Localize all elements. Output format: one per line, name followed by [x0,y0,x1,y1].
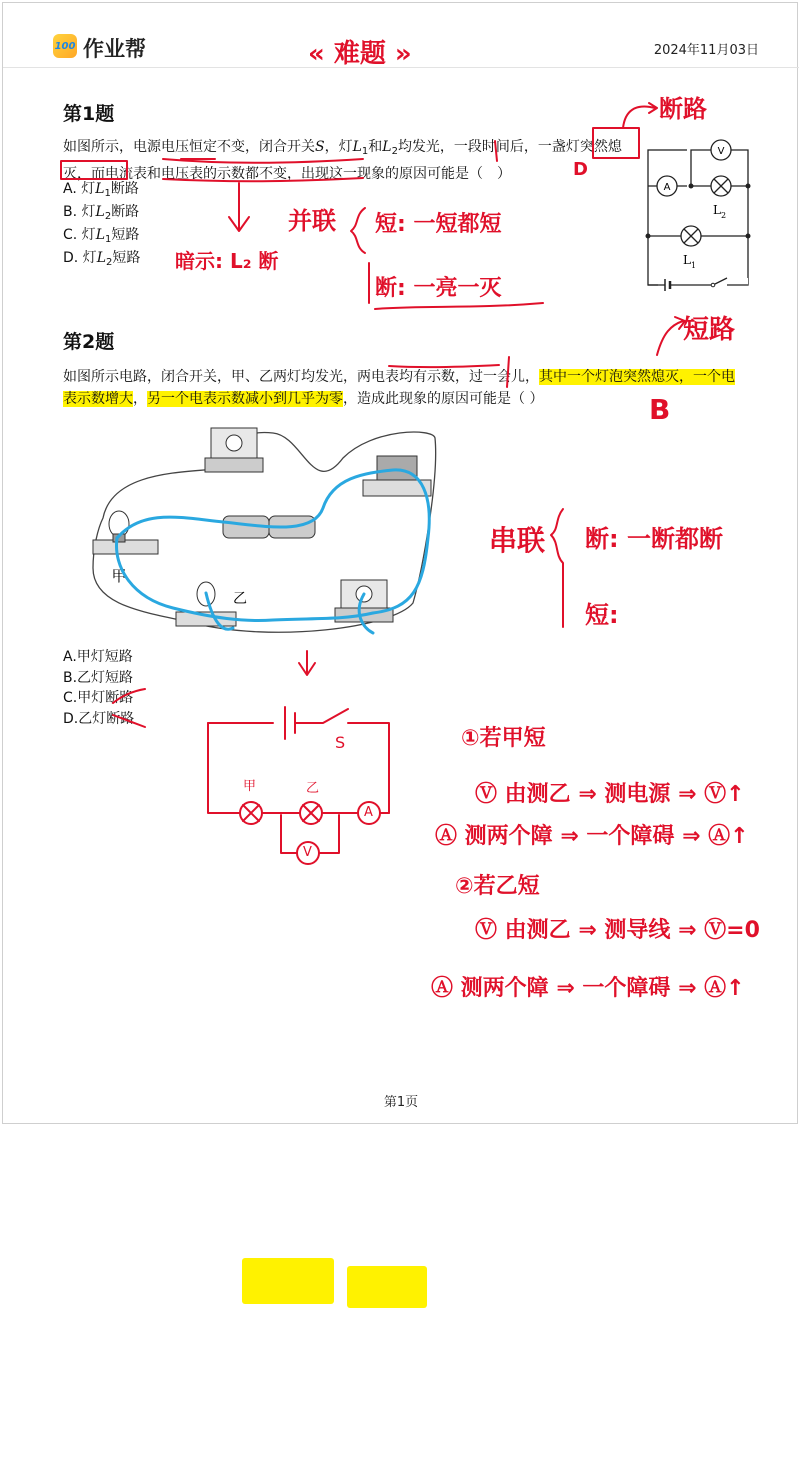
q2-handwritten-series: 串联 [489,524,546,557]
q2-handwritten-break: 断: 一断都断 [585,525,723,553]
analysis-case2-ammeter: Ⓐ 测两个障 ⇒ 一个障碍 ⇒ Ⓐ↑ [431,976,745,1001]
svg-text:L: L [683,253,691,267]
q1-option-a[interactable]: A. 灯$L_1$断路 [63,181,139,199]
highlight-mark-1 [242,1258,334,1304]
q1-title: 第1题 [63,103,115,125]
q1-handwritten-answer: D [573,159,588,180]
analysis-case1-voltmeter: Ⓥ 由测乙 ⇒ 测电源 ⇒ Ⓥ↑ [475,782,745,807]
analysis-case2-voltmeter: Ⓥ 由测乙 ⇒ 测导线 ⇒ Ⓥ=0 [475,918,760,943]
svg-text:甲: 甲 [111,567,127,585]
q2-ink-markings [3,3,799,1123]
q2-option-b[interactable]: B.乙灯短路 [63,670,134,686]
q1-handwritten-hint: 暗示: L₂ 断 [175,249,279,273]
q2-handwritten-answer: B [649,393,671,426]
analysis-case2: ②若乙短 [455,874,540,899]
q2-handwritten-type: 短路 [683,315,736,345]
app-logo: 100 [53,34,77,58]
svg-text:V: V [717,146,725,157]
document-date: 2024年11月03日 [653,43,759,58]
q1-handwritten-type: 断路 [659,95,707,123]
svg-text:乙: 乙 [233,591,247,607]
handwritten-title: « 难题 » [308,39,412,69]
q2-option-d[interactable]: D.乙灯断路 [63,711,135,727]
q2-handwritten-short: 短: [585,601,619,629]
brand-name: 作业帮 [83,37,146,61]
analysis-case1-ammeter: Ⓐ 测两个障 ⇒ 一个障碍 ⇒ Ⓐ↑ [435,824,749,849]
q2-option-a[interactable]: A.甲灯短路 [63,649,133,665]
svg-text:A: A [663,182,671,193]
sketch-switch-label: S [335,733,346,752]
q1-option-d[interactable]: D. 灯$L_2$短路 [63,250,141,268]
document-page [2,2,798,1124]
sketch-voltmeter-label: V [303,845,312,860]
q1-stem: 如图所示，电源电压恒定不变，闭合开关S，灯$L_1$和$L_2$均发光，一段时间后，一盏灯突然熄灭，而电流表和电压表的示数都不变，出现这一现象的原因可能是（ ） [63,139,622,182]
q1-handwritten-short: 短: 一短都短 [375,212,502,237]
q1-handwritten-parallel: 并联 [288,207,336,235]
q1-option-b[interactable]: B. 灯$L_2$断路 [63,204,140,222]
page-number: 第1页 [383,1095,419,1110]
analysis-case1: ①若甲短 [461,726,546,751]
q2-option-c[interactable]: C.甲灯断路 [63,690,134,706]
q2-stem: 如图所示电路，闭合开关，甲、乙两灯均发光，两电表均有示数，过一会儿，其中一个灯泡突然熄灭，一个电表示数增大，另一个电表示数减小到几乎为零，造成此现象的原因可能是（ ） [63,369,735,407]
sketch-lamp-jia-label: 甲 [243,779,257,794]
q1-option-c[interactable]: C. 灯$L_1$短路 [63,227,140,245]
sketch-lamp-yi-label: 乙 [306,781,320,796]
sketch-ammeter-label: A [364,805,373,820]
q1-handwritten-break: 断: 一亮一灭 [375,276,502,301]
svg-text:2: 2 [721,211,727,220]
svg-text:1: 1 [691,261,697,270]
highlight-mark-2 [347,1266,427,1308]
q2-title: 第2题 [63,331,115,353]
svg-text:L: L [713,203,721,217]
